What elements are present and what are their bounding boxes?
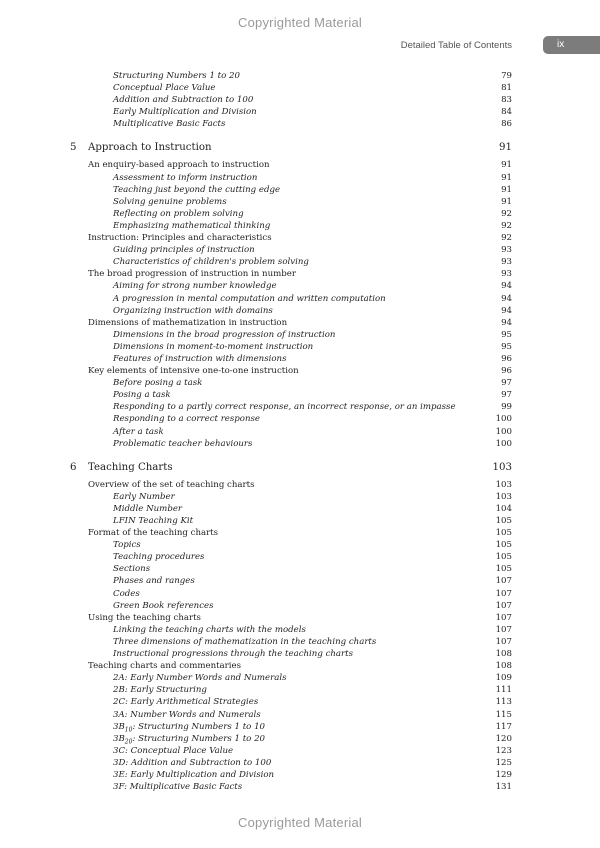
toc-entry bbox=[0, 684, 600, 696]
toc-page-number: 131 bbox=[495, 782, 512, 793]
toc-entry-title: Responding to a partly correct response, an incorrect response, or an impasse bbox=[113, 402, 456, 413]
toc-entry-title: Conceptual Place Value bbox=[113, 83, 216, 94]
toc-entry bbox=[0, 94, 600, 106]
toc-page-number: 91 bbox=[501, 196, 512, 207]
toc-entry-title: Dimensions of mathematization in instruction bbox=[88, 317, 288, 328]
toc-entry bbox=[0, 515, 600, 527]
table-of-contents bbox=[0, 70, 600, 793]
toc-entry-title: Assessment to inform instruction bbox=[113, 172, 258, 183]
toc-entry bbox=[0, 159, 600, 171]
toc-entry-title: Middle Number bbox=[113, 503, 183, 514]
toc-page-number: 94 bbox=[501, 317, 512, 328]
toc-page-number: 93 bbox=[501, 257, 512, 268]
toc-entry-title: Structuring Numbers 1 to 20 bbox=[113, 71, 240, 81]
toc-entry-title: 2C: Early Arithmetical Strategies bbox=[113, 697, 259, 708]
toc-entry bbox=[0, 648, 600, 660]
toc-entry bbox=[0, 208, 600, 220]
toc-page-number: 100 bbox=[495, 438, 512, 449]
toc-entry-title: Overview of the set of teaching charts bbox=[88, 479, 255, 490]
toc-entry-title: After a task bbox=[113, 426, 164, 437]
toc-page-number: 94 bbox=[501, 281, 512, 292]
toc-chapter-entry bbox=[0, 460, 600, 476]
toc-page-number: 107 bbox=[495, 624, 512, 635]
toc-entry-title: Format of the teaching charts bbox=[88, 528, 219, 539]
toc-entry-title: Multiplicative Basic Facts bbox=[113, 119, 226, 130]
toc-entry-title: Guiding principles of instruction bbox=[113, 245, 255, 256]
toc-page-number: 107 bbox=[495, 636, 512, 647]
toc-page-number: 109 bbox=[495, 673, 512, 684]
toc-page-number: 91 bbox=[501, 172, 512, 183]
toc-entry bbox=[0, 353, 600, 365]
running-head: Detailed Table of Contents bbox=[400, 40, 512, 51]
toc-page-number: 115 bbox=[495, 709, 512, 720]
toc-entry bbox=[0, 660, 600, 672]
toc-page-number: 120 bbox=[495, 733, 512, 744]
toc-page-number: 79 bbox=[501, 71, 512, 81]
toc-entry-title: Solving genuine problems bbox=[113, 196, 227, 207]
toc-entry bbox=[0, 305, 600, 317]
toc-page-number: 105 bbox=[495, 552, 512, 563]
toc-entry-title: 3D: Addition and Subtraction to 100 bbox=[113, 757, 272, 768]
toc-page-number: 105 bbox=[495, 528, 512, 539]
toc-entry-title: Teaching Charts bbox=[88, 461, 173, 473]
page-number-tab bbox=[543, 36, 600, 54]
toc-entry-title: 2A: Early Number Words and Numerals bbox=[113, 673, 287, 684]
toc-entry-title: Using the teaching charts bbox=[88, 612, 201, 623]
toc-page-number: 107 bbox=[495, 576, 512, 587]
toc-entry-title: Green Book references bbox=[113, 600, 214, 611]
chapter-number: 6 bbox=[70, 461, 77, 473]
toc-page-number: 96 bbox=[501, 366, 512, 377]
page-number: ix bbox=[557, 39, 565, 50]
toc-entry-title: Problematic teacher behaviours bbox=[113, 438, 253, 449]
toc-page-number: 97 bbox=[501, 378, 512, 389]
toc-entry bbox=[0, 256, 600, 268]
toc-entry-title: Instruction: Principles and characteristics bbox=[88, 233, 272, 244]
toc-page-number: 107 bbox=[495, 612, 512, 623]
toc-entry bbox=[0, 413, 600, 425]
toc-entry bbox=[0, 757, 600, 769]
toc-entry-title: Linking the teaching charts with the models bbox=[113, 624, 306, 635]
toc-page-number: 81 bbox=[501, 83, 512, 94]
toc-page-number: 91 bbox=[501, 184, 512, 195]
toc-page-number: 103 bbox=[495, 479, 512, 490]
toc-entry bbox=[0, 636, 600, 648]
toc-entry-title: Responding to a correct response bbox=[113, 414, 261, 425]
toc-page-number: 92 bbox=[501, 208, 512, 219]
watermark-top: Copyrighted Material bbox=[238, 15, 362, 30]
toc-entry-title: 2B: Early Structuring bbox=[113, 685, 207, 696]
toc-entry bbox=[0, 600, 600, 612]
toc-entry bbox=[0, 341, 600, 353]
toc-entry-title: Approach to Instruction bbox=[88, 142, 212, 154]
toc-entry bbox=[0, 82, 600, 94]
toc-entry-title: 3A: Number Words and Numerals bbox=[113, 709, 261, 720]
toc-entry bbox=[0, 672, 600, 684]
toc-page-number: 123 bbox=[495, 745, 512, 756]
toc-entry bbox=[0, 527, 600, 539]
toc-entry-title: Reflecting on problem solving bbox=[113, 208, 244, 219]
toc-entry bbox=[0, 733, 600, 745]
toc-entry-title: Codes bbox=[113, 588, 140, 599]
toc-entry bbox=[0, 491, 600, 503]
toc-entry-title: A progression in mental computation and written computation bbox=[113, 293, 386, 304]
toc-entry bbox=[0, 232, 600, 244]
toc-entry bbox=[0, 479, 600, 491]
toc-entry-title: $3B_{20}$: Structuring Numbers 1 to 20 bbox=[113, 733, 266, 746]
toc-entry bbox=[0, 769, 600, 781]
toc-entry bbox=[0, 329, 600, 341]
toc-entry bbox=[0, 184, 600, 196]
toc-page-number: 108 bbox=[495, 649, 512, 660]
toc-page-number: 83 bbox=[501, 95, 512, 106]
toc-entry-title: 3E: Early Multiplication and Division bbox=[113, 769, 275, 780]
toc-entry bbox=[0, 624, 600, 636]
toc-entry-title: Dimensions in the broad progression of instruction bbox=[113, 329, 336, 340]
toc-entry bbox=[0, 696, 600, 708]
toc-page-number: 95 bbox=[501, 341, 512, 352]
toc-entry-title: The broad progression of instruction in number bbox=[88, 269, 296, 280]
toc-entry-title: Three dimensions of mathematization in the teaching charts bbox=[113, 636, 377, 647]
toc-entry-title: $3B_{10}$: Structuring Numbers 1 to 10 bbox=[113, 721, 266, 734]
subscript: 10 bbox=[124, 726, 133, 734]
toc-entry bbox=[0, 721, 600, 733]
toc-page-number: 84 bbox=[501, 107, 512, 118]
toc-entry bbox=[0, 438, 600, 450]
toc-entry bbox=[0, 365, 600, 377]
toc-entry-title: Addition and Subtraction to 100 bbox=[113, 95, 254, 106]
toc-entry bbox=[0, 551, 600, 563]
toc-entry-title: 3C: Conceptual Place Value bbox=[113, 745, 234, 756]
toc-entry bbox=[0, 220, 600, 232]
toc-page-number: 129 bbox=[495, 769, 512, 780]
toc-page-number: 93 bbox=[501, 245, 512, 256]
toc-entry-title: LFIN Teaching Kit bbox=[113, 516, 194, 526]
toc-entry-title: 3F: Multiplicative Basic Facts bbox=[113, 782, 243, 793]
toc-entry bbox=[0, 539, 600, 551]
toc-page-number: 117 bbox=[495, 721, 512, 732]
toc-page-number: 94 bbox=[501, 293, 512, 304]
toc-entry-title: Posing a task bbox=[113, 390, 171, 401]
toc-entry-title: Organizing instruction with domains bbox=[113, 305, 273, 316]
toc-entry-title: Topics bbox=[113, 540, 141, 551]
toc-entry-title: Before posing a task bbox=[113, 378, 203, 389]
toc-page-number: 96 bbox=[501, 353, 512, 364]
toc-entry bbox=[0, 612, 600, 624]
toc-page-number: 97 bbox=[501, 390, 512, 401]
toc-page-number: 113 bbox=[495, 697, 512, 708]
toc-entry bbox=[0, 377, 600, 389]
toc-entry bbox=[0, 244, 600, 256]
toc-entry bbox=[0, 426, 600, 438]
subscript: 20 bbox=[124, 738, 133, 746]
toc-entry-title: Characteristics of children's problem solving bbox=[113, 257, 309, 268]
toc-entry bbox=[0, 745, 600, 757]
toc-entry bbox=[0, 588, 600, 600]
toc-page-number: 104 bbox=[495, 503, 512, 514]
toc-page-number: 94 bbox=[501, 305, 512, 316]
toc-page-number: 107 bbox=[495, 600, 512, 611]
toc-entry bbox=[0, 172, 600, 184]
chapter-number: 5 bbox=[70, 142, 77, 154]
toc-page-number: 100 bbox=[495, 426, 512, 437]
toc-page-number: 86 bbox=[501, 119, 512, 130]
toc-entry-title: Dimensions in moment-to-moment instruction bbox=[113, 341, 314, 352]
toc-entry bbox=[0, 503, 600, 515]
toc-entry bbox=[0, 106, 600, 118]
toc-entry-title: An enquiry-based approach to instruction bbox=[88, 160, 270, 171]
toc-entry bbox=[0, 575, 600, 587]
toc-page-number: 125 bbox=[495, 757, 512, 768]
toc-entry bbox=[0, 317, 600, 329]
toc-page-number: 91 bbox=[499, 142, 512, 154]
toc-entry-title: Teaching charts and commentaries bbox=[88, 661, 242, 672]
toc-entry-title: Features of instruction with dimensions bbox=[113, 353, 287, 364]
toc-page-number: 111 bbox=[495, 685, 512, 696]
toc-entry bbox=[0, 293, 600, 305]
toc-entry-title: Phases and ranges bbox=[113, 576, 195, 587]
toc-chapter-entry bbox=[0, 140, 600, 156]
toc-page-number: 91 bbox=[501, 160, 512, 171]
toc-entry bbox=[0, 196, 600, 208]
toc-page-number: 103 bbox=[495, 491, 512, 502]
toc-entry-title: Early Number bbox=[113, 491, 175, 502]
toc-entry bbox=[0, 389, 600, 401]
toc-page-number: 108 bbox=[495, 661, 512, 672]
toc-entry bbox=[0, 70, 600, 82]
toc-entry-title: Key elements of intensive one-to-one instruction bbox=[88, 366, 299, 377]
toc-entry bbox=[0, 118, 600, 130]
toc-entry bbox=[0, 280, 600, 292]
toc-page-number: 107 bbox=[495, 588, 512, 599]
toc-entry-title: Early Multiplication and Division bbox=[113, 107, 257, 118]
toc-entry-title: Emphasizing mathematical thinking bbox=[113, 220, 271, 231]
toc-entry bbox=[0, 401, 600, 413]
toc-page-number: 93 bbox=[501, 269, 512, 280]
toc-page-number: 105 bbox=[495, 564, 512, 575]
toc-page-number: 105 bbox=[495, 516, 512, 526]
toc-entry bbox=[0, 563, 600, 575]
watermark-bottom: Copyrighted Material bbox=[238, 815, 362, 830]
toc-entry-title: Sections bbox=[113, 564, 151, 575]
toc-page-number: 99 bbox=[501, 402, 512, 413]
toc-entry-title: Aiming for strong number knowledge bbox=[113, 281, 277, 292]
toc-page-number: 103 bbox=[492, 461, 512, 473]
toc-entry bbox=[0, 781, 600, 793]
toc-page-number: 105 bbox=[495, 540, 512, 551]
toc-entry bbox=[0, 268, 600, 280]
toc-page-number: 92 bbox=[501, 233, 512, 244]
toc-entry-title: Teaching procedures bbox=[113, 552, 205, 563]
toc-page-number: 100 bbox=[495, 414, 512, 425]
toc-page-number: 95 bbox=[501, 329, 512, 340]
toc-entry-title: Instructional progressions through the teaching charts bbox=[113, 649, 354, 660]
toc-entry-title: Teaching just beyond the cutting edge bbox=[113, 184, 281, 195]
toc-entry bbox=[0, 709, 600, 721]
toc-page-number: 92 bbox=[501, 220, 512, 231]
